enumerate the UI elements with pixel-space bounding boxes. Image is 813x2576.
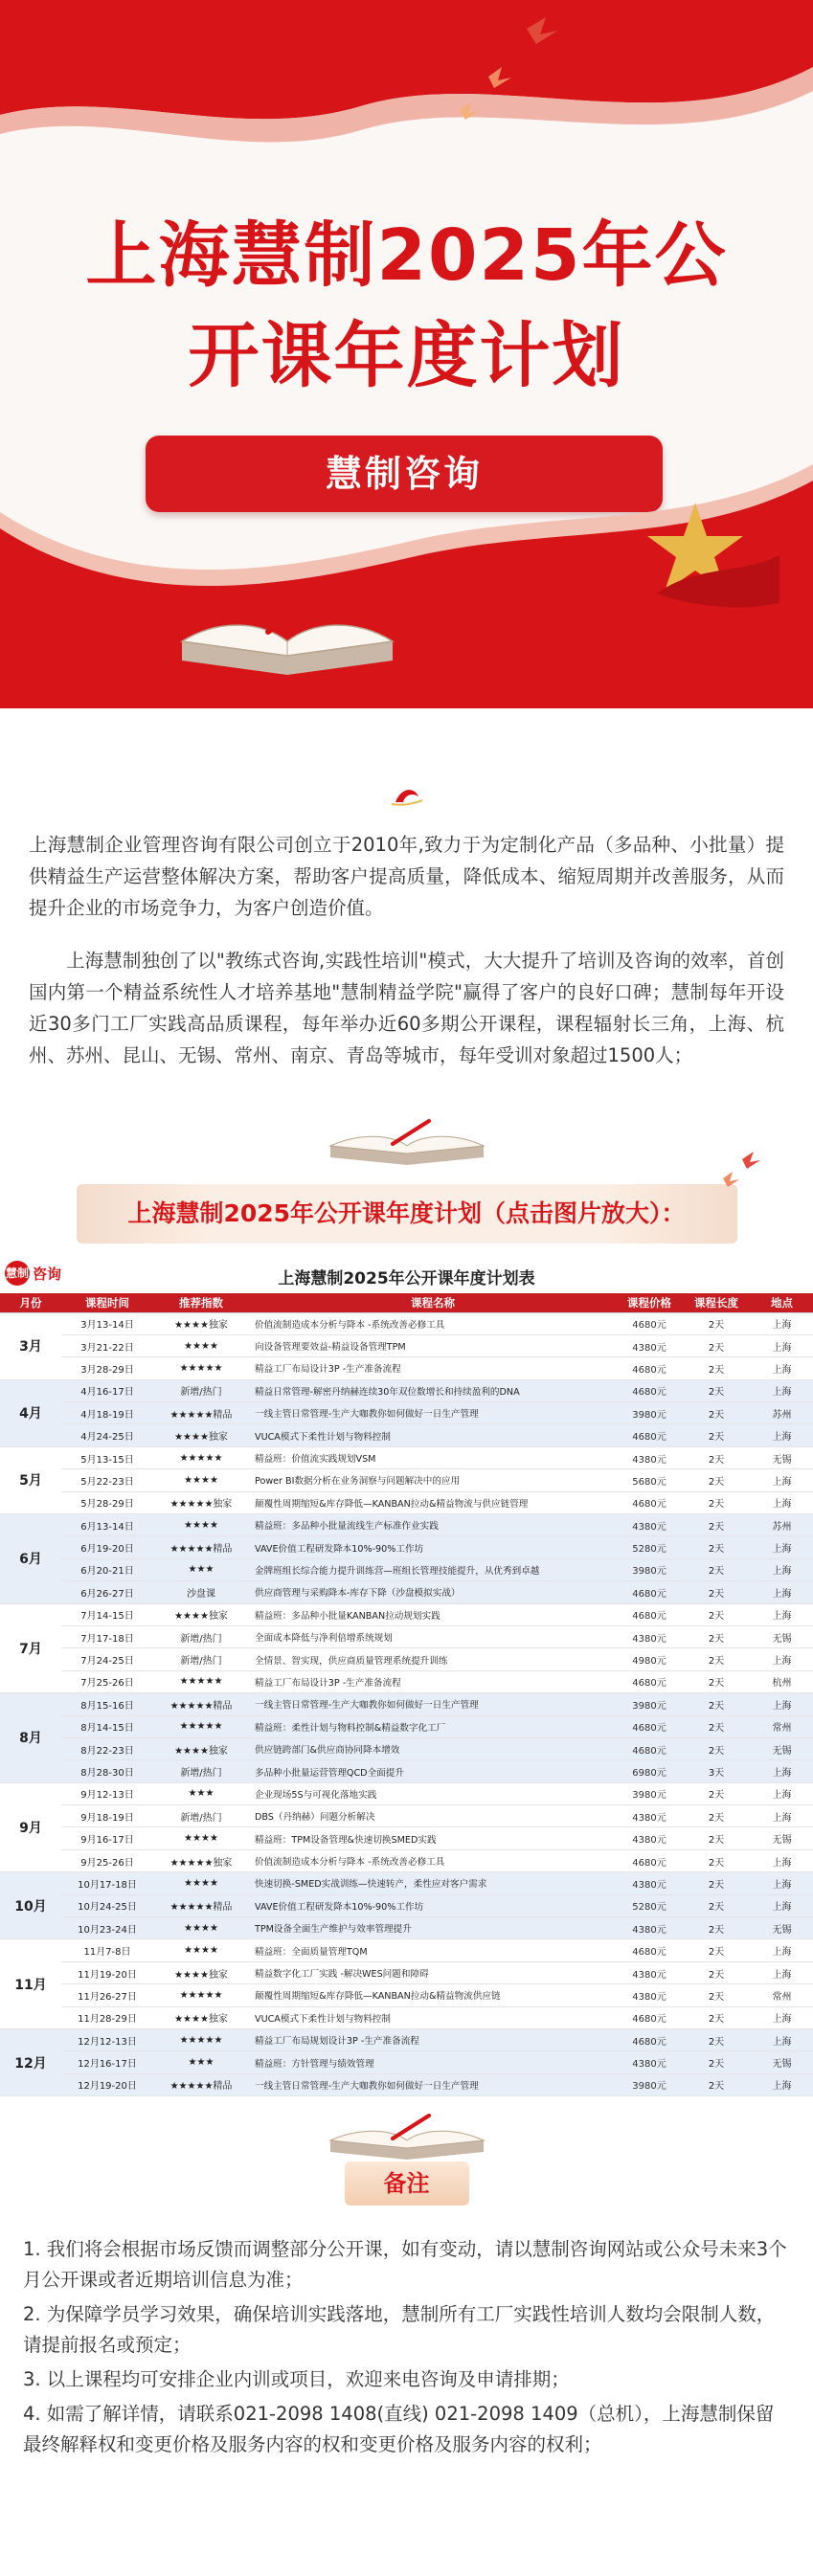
rating-cell: ★★★★★精品 <box>153 1693 249 1715</box>
location-cell: 上海 <box>751 1536 813 1558</box>
table-row <box>0 1917 813 1939</box>
price-cell: 4380元 <box>617 1805 682 1827</box>
rating-cell: ★★★★独家 <box>153 1737 249 1759</box>
price-cell: 4680元 <box>617 1379 682 1401</box>
open-book-icon <box>326 1109 488 1167</box>
location-cell: 无锡 <box>751 1737 813 1759</box>
price-cell: 4680元 <box>617 2029 682 2051</box>
notes-section <box>0 2206 813 2502</box>
rating-cell: ★★★★ <box>153 1827 249 1849</box>
location-cell: 苏州 <box>751 1514 813 1536</box>
table-row <box>0 1491 813 1513</box>
course-name-cell: 颠覆性周期缩短&库存降低—KANBAN拉动&精益物流与供应链管理 <box>249 1491 617 1513</box>
price-cell: 4680元 <box>617 1849 682 1871</box>
duration-cell: 2天 <box>682 1805 751 1827</box>
intro-section <box>0 808 813 1071</box>
duration-cell: 2天 <box>682 1558 751 1580</box>
rating-cell: 沙盘课 <box>153 1581 249 1603</box>
date-cell: 5月13-15日 <box>61 1446 153 1468</box>
date-cell: 12月12-13日 <box>61 2029 153 2051</box>
table-row <box>0 1939 813 1961</box>
price-cell: 4380元 <box>617 1514 682 1536</box>
course-name-cell: TPM设备全面生产维护与效率管理提升 <box>249 1917 617 1939</box>
price-cell: 6980元 <box>617 1760 682 1782</box>
month-cell: 8月 <box>0 1693 61 1783</box>
column-header: 推荐指数 <box>153 1293 249 1312</box>
duration-cell: 2天 <box>682 1984 751 2006</box>
price-cell: 3980元 <box>617 1558 682 1580</box>
course-name-cell: DBS（丹纳赫）问题分析解决 <box>249 1805 617 1827</box>
price-cell: 4680元 <box>617 1715 682 1737</box>
course-name-cell: 精益班：多品种小批量流线生产标准作业实践 <box>249 1514 617 1536</box>
date-cell: 7月25-26日 <box>61 1670 153 1692</box>
course-name-cell: 一线主管日常管理-生产大咖教你如何做好一日生产管理 <box>249 2073 617 2095</box>
month-cell: 10月 <box>0 1872 61 1939</box>
location-cell: 上海 <box>751 1939 813 1961</box>
hero-banner <box>0 0 813 708</box>
duration-cell: 2天 <box>682 1693 751 1715</box>
location-cell: 苏州 <box>751 1402 813 1424</box>
course-name-cell: 精益工厂布局设计3P -生产准备流程 <box>249 1357 617 1379</box>
course-name-cell: 精益日常管理-解密丹纳赫连续30年双位数增长和持续盈利的DNA <box>249 1379 617 1401</box>
date-cell: 4月18-19日 <box>61 1402 153 1424</box>
price-cell: 4380元 <box>617 2051 682 2073</box>
course-name-cell: 企业现场5S与可视化落地实践 <box>249 1782 617 1804</box>
duration-cell: 2天 <box>682 1670 751 1692</box>
location-cell: 上海 <box>751 1357 813 1379</box>
price-cell: 3980元 <box>617 1693 682 1715</box>
table-row <box>0 1648 813 1670</box>
date-cell: 9月18-19日 <box>61 1805 153 1827</box>
course-name-cell: 向设备管理要效益-精益设备管理TPM <box>249 1334 617 1356</box>
column-header: 课程名称 <box>249 1293 617 1312</box>
top-red-wave-decoration <box>0 0 813 163</box>
location-cell: 常州 <box>751 1715 813 1737</box>
course-plan-table-image[interactable] <box>0 1257 813 2096</box>
course-name-cell: 一线主管日常管理-生产大咖教你如何做好一日生产管理 <box>249 1693 617 1715</box>
duration-cell: 2天 <box>682 2051 751 2073</box>
table-row <box>0 2073 813 2095</box>
rating-cell: ★★★★★精品 <box>153 1402 249 1424</box>
date-cell: 7月24-25日 <box>61 1648 153 1670</box>
notes-heading: 备注 <box>345 2162 469 2206</box>
price-cell: 4380元 <box>617 1917 682 1939</box>
duration-cell: 2天 <box>682 1357 751 1379</box>
duration-cell: 2天 <box>682 1625 751 1647</box>
price-cell: 4380元 <box>617 1872 682 1894</box>
duration-cell: 2天 <box>682 1715 751 1737</box>
date-cell: 7月17-18日 <box>61 1625 153 1647</box>
table-row <box>0 1961 813 1983</box>
rating-cell: 新增/热门 <box>153 1805 249 1827</box>
rating-cell: ★★★ <box>153 1558 249 1580</box>
table-row <box>0 1334 813 1356</box>
table-row <box>0 1827 813 1849</box>
course-name-cell: 精益工厂布局设计3P -生产准备流程 <box>249 1670 617 1692</box>
table-row <box>0 1715 813 1737</box>
table-row <box>0 1805 813 1827</box>
duration-cell: 2天 <box>682 1446 751 1468</box>
month-cell: 7月 <box>0 1603 61 1693</box>
price-cell: 4680元 <box>617 1491 682 1513</box>
price-cell: 4380元 <box>617 1827 682 1849</box>
course-name-cell: 精益班：柔性计划与物料控制&精益数字化工厂 <box>249 1715 617 1737</box>
price-cell: 4680元 <box>617 1670 682 1692</box>
table-header-row <box>0 1293 813 1312</box>
table-row <box>0 1894 813 1916</box>
location-cell: 杭州 <box>751 1670 813 1692</box>
date-cell: 12月16-17日 <box>61 2051 153 2073</box>
rating-cell: ★★★★ <box>153 1469 249 1491</box>
course-name-cell: 精益班：方针管理与绩效管理 <box>249 2051 617 2073</box>
location-cell: 上海 <box>751 1805 813 1827</box>
course-name-cell: 精益班：全面质量管理TQM <box>249 1939 617 1961</box>
course-name-cell: 精益数字化工厂实践 -解决WES问题和障碍 <box>249 1961 617 1983</box>
price-cell: 5680元 <box>617 1469 682 1491</box>
table-header-bar <box>0 1257 813 1293</box>
rating-cell: ★★★★★独家 <box>153 1491 249 1513</box>
rating-cell: ★★★★★精品 <box>153 1536 249 1558</box>
price-cell: 4680元 <box>617 1737 682 1759</box>
rating-cell: ★★★★★ <box>153 1670 249 1692</box>
table-row <box>0 1514 813 1536</box>
location-cell: 无锡 <box>751 1827 813 1849</box>
duration-cell: 2天 <box>682 1961 751 1983</box>
table-row <box>0 1693 813 1715</box>
course-name-cell: Power BI数据分析在业务洞察与问题解决中的应用 <box>249 1469 617 1491</box>
duration-cell: 2天 <box>682 1827 751 1849</box>
course-name-cell: VAVE价值工程研发降本10%-90%工作坊 <box>249 1536 617 1558</box>
course-name-cell: 精益班：TPM设备管理&快速切换SMED实践 <box>249 1827 617 1849</box>
duration-cell: 2天 <box>682 1894 751 1916</box>
star-icon <box>638 498 781 613</box>
duration-cell: 2天 <box>682 1939 751 1961</box>
note-item: 1. 我们将会根据市场反馈而调整部分公开课，如有变动，请以慧制咨询网站或公众号未来3个月公开课或者近期培训信息为准； <box>23 2238 787 2292</box>
rating-cell: 新增/热门 <box>153 1648 249 1670</box>
course-name-cell: 金牌班组长综合能力提升训练营—班组长管理技能提升，从优秀到卓越 <box>249 1558 617 1580</box>
table-row <box>0 1625 813 1647</box>
column-header: 地点 <box>751 1293 813 1312</box>
hero-title-line1: 上海慧制2025年公 <box>85 214 728 297</box>
price-cell: 4680元 <box>617 1312 682 1334</box>
table-body <box>0 1312 813 2096</box>
date-cell: 3月13-14日 <box>61 1312 153 1334</box>
date-cell: 3月28-29日 <box>61 1357 153 1379</box>
month-cell: 4月 <box>0 1379 61 1446</box>
price-cell: 4380元 <box>617 1446 682 1468</box>
table-row <box>0 1379 813 1401</box>
duration-cell: 2天 <box>682 1648 751 1670</box>
column-header: 课程时间 <box>61 1293 153 1312</box>
course-name-cell: 颠覆性周期缩短&库存降低—KANBAN拉动&精益物流供应链 <box>249 1984 617 2006</box>
table-row <box>0 1737 813 1759</box>
hero-title-line2: 开课年度计划 <box>188 315 625 397</box>
date-cell: 11月7-8日 <box>61 1939 153 1961</box>
duration-cell: 2天 <box>682 1917 751 1939</box>
rating-cell: ★★★★ <box>153 1334 249 1356</box>
price-cell: 3980元 <box>617 1782 682 1804</box>
duration-cell: 3天 <box>682 1760 751 1782</box>
date-cell: 10月17-18日 <box>61 1872 153 1894</box>
table-row <box>0 1782 813 1804</box>
course-name-cell: VUCA模式下柔性计划与物料控制 <box>249 1424 617 1446</box>
intro-paragraph-1: 上海慧制企业管理咨询有限公司创立于2010年,致力于为定制化产品（多品种、小批量）提供精益生产运营整体解决方案，帮助客户提高质量，降低成本、缩短周期并改善服务，从而提升企业的市场竞争力，为客户创造价值。 <box>29 834 784 919</box>
date-cell: 10月24-25日 <box>61 1894 153 1916</box>
rating-cell: ★★★ <box>153 2051 249 2073</box>
price-cell: 4680元 <box>617 1424 682 1446</box>
location-cell: 上海 <box>751 1581 813 1603</box>
duration-cell: 2天 <box>682 1603 751 1625</box>
rating-cell: ★★★★ <box>153 1872 249 1894</box>
duration-cell: 2天 <box>682 1312 751 1334</box>
date-cell: 6月13-14日 <box>61 1514 153 1536</box>
course-name-cell: 供应商管理与采购降本-库存下降（沙盘模拟实战） <box>249 1581 617 1603</box>
column-header: 课程价格 <box>617 1293 682 1312</box>
date-cell: 4月16-17日 <box>61 1379 153 1401</box>
date-cell: 6月26-27日 <box>61 1581 153 1603</box>
note-item: 3. 以上课程均可安排企业内训或项目，欢迎来电咨询及申请排期； <box>23 2368 570 2391</box>
date-cell: 9月12-13日 <box>61 1782 153 1804</box>
date-cell: 9月16-17日 <box>61 1827 153 1849</box>
date-cell: 9月25-26日 <box>61 1849 153 1871</box>
table-title: 上海慧制2025年公开课年度计划表 <box>278 1269 535 1288</box>
table-row <box>0 1558 813 1580</box>
note-item: 4. 如需了解详情，请联系021-2098 1408(直线) 021-2098 1409（总机），上海慧制保留最终解释权和变更价格及服务内容的权和变更价格及服务内容的权利； <box>23 2403 775 2456</box>
location-cell: 上海 <box>751 1849 813 1871</box>
brand-badge: 慧制咨询 <box>146 436 663 512</box>
table-row <box>0 1424 813 1446</box>
date-cell: 8月28-30日 <box>61 1760 153 1782</box>
date-cell: 11月28-29日 <box>61 2006 153 2028</box>
course-name-cell: 全情景、智实现，供应商质量管理系统提升训练 <box>249 1648 617 1670</box>
price-cell: 4680元 <box>617 2006 682 2028</box>
location-cell: 上海 <box>751 1872 813 1894</box>
location-cell: 上海 <box>751 1424 813 1446</box>
duration-cell: 2天 <box>682 1849 751 1871</box>
price-cell: 4680元 <box>617 1357 682 1379</box>
date-cell: 8月15-16日 <box>61 1693 153 1715</box>
table-row <box>0 1760 813 1782</box>
date-cell: 11月26-27日 <box>61 1984 153 2006</box>
price-cell: 4380元 <box>617 1961 682 1983</box>
course-name-cell: 价值流制造成本分析与降本 -系统改善必修工具 <box>249 1312 617 1334</box>
course-plan-table <box>0 1293 813 2096</box>
date-cell: 3月21-22日 <box>61 1334 153 1356</box>
price-cell: 4680元 <box>617 1939 682 1961</box>
location-cell: 无锡 <box>751 1917 813 1939</box>
table-row <box>0 2051 813 2073</box>
price-cell: 3980元 <box>617 2073 682 2095</box>
date-cell: 12月19-20日 <box>61 2073 153 2095</box>
table-row <box>0 1357 813 1379</box>
open-book-icon <box>326 2104 488 2162</box>
dove-icon <box>421 10 575 134</box>
rating-cell: ★★★★★ <box>153 1984 249 2006</box>
course-name-cell: 快速切换-SMED实战训练—快速转产，柔性应对客户需求 <box>249 1872 617 1894</box>
price-cell: 4380元 <box>617 1984 682 2006</box>
table-row <box>0 1849 813 1871</box>
price-cell: 5280元 <box>617 1894 682 1916</box>
table-row <box>0 1312 813 1334</box>
date-cell: 5月28-29日 <box>61 1491 153 1513</box>
rating-cell: ★★★★★精品 <box>153 2073 249 2095</box>
duration-cell: 2天 <box>682 1581 751 1603</box>
table-row <box>0 1670 813 1692</box>
location-cell: 上海 <box>751 1469 813 1491</box>
duration-cell: 2天 <box>682 1872 751 1894</box>
rating-cell: ★★★★ <box>153 1514 249 1536</box>
duration-cell: 2天 <box>682 1334 751 1356</box>
table-row <box>0 2006 813 2028</box>
rating-cell: ★★★ <box>153 1782 249 1804</box>
rating-cell: ★★★★独家 <box>153 1312 249 1334</box>
rating-cell: ★★★★★精品 <box>153 1894 249 1916</box>
table-row <box>0 1984 813 2006</box>
rating-cell: ★★★★★ <box>153 1446 249 1468</box>
price-cell: 4980元 <box>617 1648 682 1670</box>
duration-cell: 2天 <box>682 1536 751 1558</box>
price-cell: 4680元 <box>617 1603 682 1625</box>
course-name-cell: 供应链跨部门&供应商协同降本增效 <box>249 1737 617 1759</box>
date-cell: 10月23-24日 <box>61 1917 153 1939</box>
rating-cell: ★★★★★ <box>153 2029 249 2051</box>
logo-text: 咨询 <box>33 1265 62 1283</box>
location-cell: 上海 <box>751 1603 813 1625</box>
location-cell: 无锡 <box>751 1625 813 1647</box>
duration-cell: 2天 <box>682 1737 751 1759</box>
price-cell: 5280元 <box>617 1536 682 1558</box>
course-name-cell: 精益班：多品种小批量KANBAN拉动规划实践 <box>249 1603 617 1625</box>
rating-cell: ★★★★独家 <box>153 1603 249 1625</box>
course-name-cell: 多品种小批量运营管理QCD全面提升 <box>249 1760 617 1782</box>
table-row <box>0 1402 813 1424</box>
column-header: 课程长度 <box>682 1293 751 1312</box>
dove-icon <box>709 1150 766 1198</box>
location-cell: 无锡 <box>751 2051 813 2073</box>
price-cell: 3980元 <box>617 1402 682 1424</box>
plan-banner-text: 上海慧制2025年公开课年度计划（点击图片放大）： <box>127 1199 686 1227</box>
date-cell: 8月22-23日 <box>61 1737 153 1759</box>
course-name-cell: 全面成本降低与净利倍增系统规划 <box>249 1625 617 1647</box>
location-cell: 上海 <box>751 2006 813 2028</box>
duration-cell: 2天 <box>682 1424 751 1446</box>
table-row <box>0 2029 813 2051</box>
location-cell: 上海 <box>751 1491 813 1513</box>
month-cell: 6月 <box>0 1514 61 1604</box>
rating-cell: ★★★★★独家 <box>153 1849 249 1871</box>
rating-cell: ★★★★独家 <box>153 2006 249 2028</box>
rating-cell: ★★★★独家 <box>153 1424 249 1446</box>
location-cell: 上海 <box>751 1334 813 1356</box>
ornament-divider-icon <box>388 783 426 808</box>
location-cell: 无锡 <box>751 1446 813 1468</box>
rating-cell: ★★★★独家 <box>153 1961 249 1983</box>
date-cell: 11月19-20日 <box>61 1961 153 1983</box>
date-cell: 6月20-21日 <box>61 1558 153 1580</box>
open-book-icon <box>172 565 402 689</box>
rating-cell: ★★★★★ <box>153 1715 249 1737</box>
location-cell: 上海 <box>751 1379 813 1401</box>
rating-cell: ★★★★★ <box>153 1357 249 1379</box>
location-cell: 上海 <box>751 2029 813 2051</box>
location-cell: 上海 <box>751 1782 813 1804</box>
location-cell: 上海 <box>751 1760 813 1782</box>
duration-cell: 2天 <box>682 1469 751 1491</box>
course-name-cell: VUCA模式下柔性计划与物料控制 <box>249 2006 617 2028</box>
location-cell: 上海 <box>751 2073 813 2095</box>
month-cell: 5月 <box>0 1446 61 1513</box>
duration-cell: 2天 <box>682 1514 751 1536</box>
table-row <box>0 1536 813 1558</box>
price-cell: 4380元 <box>617 1625 682 1647</box>
course-name-cell: 精益班：价值流实践规划VSM <box>249 1446 617 1468</box>
table-row <box>0 1446 813 1468</box>
rating-cell: ★★★★ <box>153 1939 249 1961</box>
duration-cell: 2天 <box>682 2073 751 2095</box>
duration-cell: 2天 <box>682 1491 751 1513</box>
table-row <box>0 1469 813 1491</box>
note-item: 2. 为保障学员学习效果，确保培训实践落地，慧制所有工厂实践性培训人数均会限制人数，请提前报名或预定； <box>23 2303 776 2357</box>
month-cell: 12月 <box>0 2029 61 2096</box>
duration-cell: 2天 <box>682 2029 751 2051</box>
course-name-cell: 一线主管日常管理-生产大咖教你如何做好一日生产管理 <box>249 1402 617 1424</box>
intro-paragraph-2: 上海慧制独创了以"教练式咨询,实践性培训"模式，大大提升了培训及咨询的效率，首创国内第一个精益系统性人才培养基地"慧制精益学院"赢得了客户的良好口碑；慧制每年开设近30多门工厂实践高品质课程，每年举办近60多期公开课程，课程辐射长三角，上海、杭州、苏州、昆山、无锡、常州、南京、青岛等城市，每年受训对象超过1500人； <box>29 950 784 1066</box>
table-row <box>0 1581 813 1603</box>
logo-mark: 慧制 <box>5 1261 30 1286</box>
rating-cell: ★★★★ <box>153 1917 249 1939</box>
duration-cell: 2天 <box>682 1782 751 1804</box>
location-cell: 上海 <box>751 1648 813 1670</box>
location-cell: 上海 <box>751 1312 813 1334</box>
plan-banner[interactable] <box>77 1184 737 1243</box>
rating-cell: 新增/热门 <box>153 1760 249 1782</box>
location-cell: 上海 <box>751 1693 813 1715</box>
date-cell: 6月19-20日 <box>61 1536 153 1558</box>
table-row <box>0 1603 813 1625</box>
month-cell: 11月 <box>0 1939 61 2029</box>
table-row <box>0 1872 813 1894</box>
month-cell: 3月 <box>0 1312 61 1379</box>
rating-cell: 新增/热门 <box>153 1625 249 1647</box>
location-cell: 上海 <box>751 1961 813 1983</box>
column-header: 月份 <box>0 1293 61 1312</box>
course-name-cell: VAVE价值工程研发降本10%-90%工作坊 <box>249 1894 617 1916</box>
price-cell: 4380元 <box>617 1334 682 1356</box>
course-name-cell: 价值流制造成本分析与降本 -系统改善必修工具 <box>249 1849 617 1871</box>
rating-cell: 新增/热门 <box>153 1379 249 1401</box>
location-cell: 上海 <box>751 1894 813 1916</box>
duration-cell: 2天 <box>682 2006 751 2028</box>
duration-cell: 2天 <box>682 1379 751 1401</box>
duration-cell: 2天 <box>682 1402 751 1424</box>
date-cell: 7月14-15日 <box>61 1603 153 1625</box>
date-cell: 4月24-25日 <box>61 1424 153 1446</box>
course-name-cell: 精益工厂布局规划设计3P -生产准备流程 <box>249 2029 617 2051</box>
date-cell: 8月14-15日 <box>61 1715 153 1737</box>
location-cell: 常州 <box>751 1984 813 2006</box>
month-cell: 9月 <box>0 1782 61 1872</box>
date-cell: 5月22-23日 <box>61 1469 153 1491</box>
price-cell: 4680元 <box>617 1581 682 1603</box>
location-cell: 上海 <box>751 1558 813 1580</box>
